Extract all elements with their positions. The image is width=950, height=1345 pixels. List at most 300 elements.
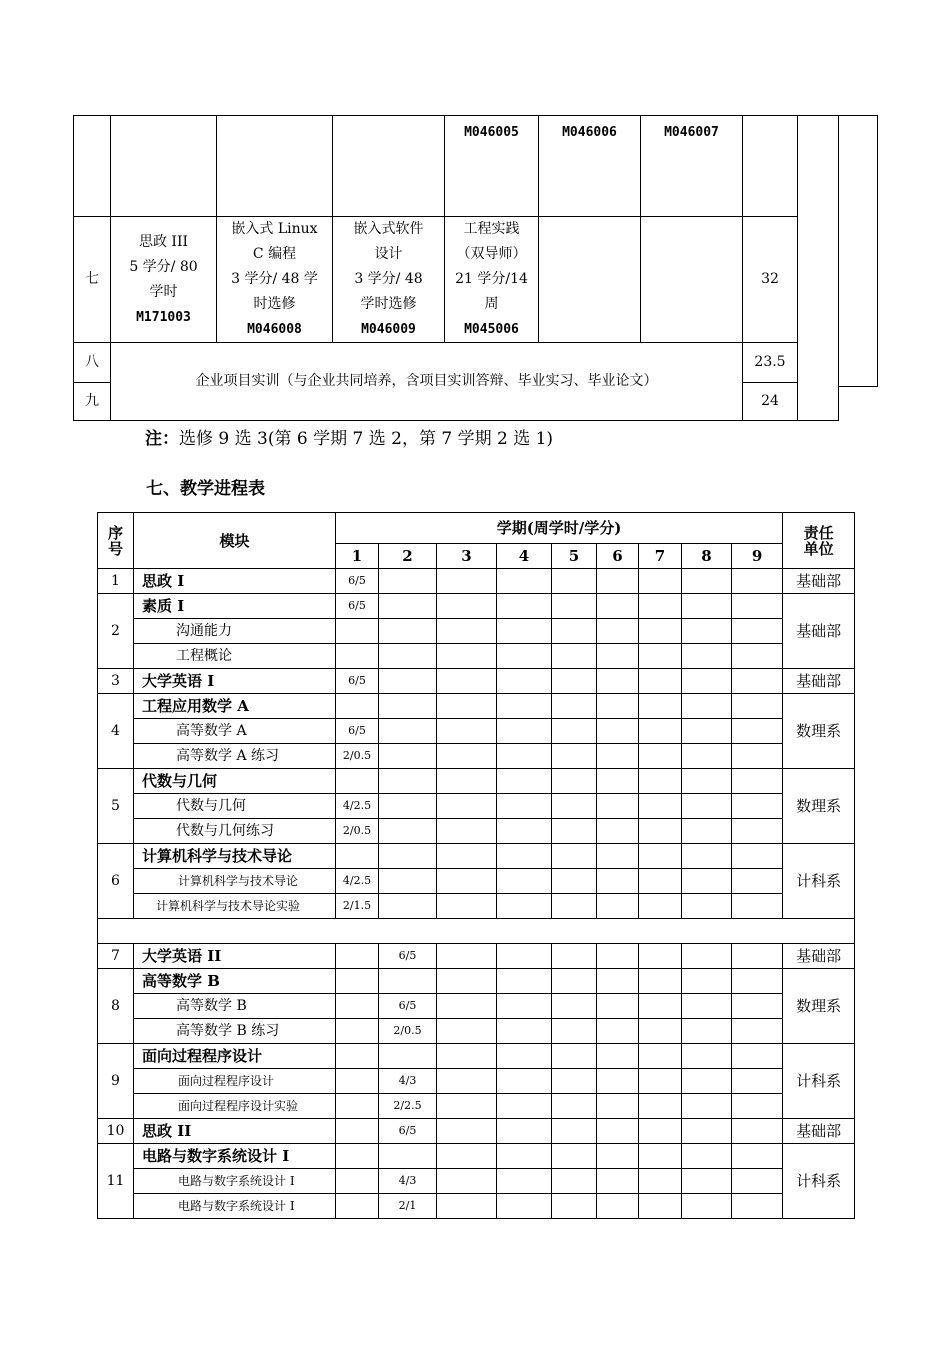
responsible-unit: 数理系 (783, 969, 855, 1044)
term-cell (682, 819, 732, 844)
note-text: 选修 9 选 3(第 6 学期 7 选 2，第 7 学期 2 选 1) (179, 429, 554, 449)
term-cell (552, 969, 597, 994)
term-cell (497, 669, 552, 694)
table-row (98, 1169, 855, 1194)
term-cell (597, 594, 639, 619)
term-cell (497, 694, 552, 719)
course-name: 高等数学 B 练习 (134, 1019, 336, 1044)
term-cell (437, 669, 497, 694)
term-cell: 2/0.5 (379, 1019, 437, 1044)
table-row (98, 1019, 855, 1044)
table-row (98, 819, 855, 844)
term-cell (682, 769, 732, 794)
note-label: 注： (145, 429, 179, 449)
table-row (98, 694, 855, 719)
term-cell (379, 644, 437, 669)
term-cell (379, 819, 437, 844)
elective-note (145, 424, 553, 449)
term-cell (597, 869, 639, 894)
codes-row (74, 116, 839, 217)
module-name: 大学英语 II (134, 944, 336, 969)
term-cell (336, 619, 379, 644)
term-cell (682, 1019, 732, 1044)
term-cell (437, 569, 497, 594)
term-cell (552, 1019, 597, 1044)
term-cell (639, 594, 682, 619)
term-cell: 4/2.5 (336, 869, 379, 894)
table-row (98, 644, 855, 669)
term-number: 6 (597, 544, 639, 569)
term-cell (732, 869, 783, 894)
term-cell (682, 1044, 732, 1069)
term-cell (732, 1069, 783, 1094)
course-name: 面向过程程序设计 (134, 1069, 336, 1094)
term-cell (497, 819, 552, 844)
course-cell: 工程实践 （双导师） 21 学分/14 周 M045006 (445, 217, 539, 343)
table-row (98, 1094, 855, 1119)
term-cell (336, 1169, 379, 1194)
term-cell (552, 669, 597, 694)
table-row (98, 1044, 855, 1069)
term-cell (336, 1144, 379, 1169)
term-cell (497, 794, 552, 819)
term-cell (732, 1019, 783, 1044)
table-row (98, 1144, 855, 1169)
term-cell (682, 994, 732, 1019)
module-header: 模块 (134, 513, 336, 569)
course-name: 代数与几何练习 (134, 819, 336, 844)
term-cell (682, 1169, 732, 1194)
term-cell (379, 1044, 437, 1069)
term-cell (682, 644, 732, 669)
term-cell (437, 744, 497, 769)
row-seq: 9 (98, 1044, 134, 1119)
responsible-unit: 计科系 (783, 844, 855, 919)
term-cell (682, 1119, 732, 1144)
term-cell (379, 569, 437, 594)
term-cell: 4/2.5 (336, 794, 379, 819)
course-name: 高等数学 A 练习 (134, 744, 336, 769)
responsible-unit: 基础部 (783, 669, 855, 694)
responsible-unit: 基础部 (783, 569, 855, 594)
term-cell (732, 769, 783, 794)
course-cell: 嵌入式 Linux C 编程 3 学分/ 48 学 时选修 M046008 (217, 217, 333, 343)
term-cell (497, 644, 552, 669)
term-cell (682, 1094, 732, 1119)
term-cell (639, 1044, 682, 1069)
term-cell (639, 619, 682, 644)
term-cell (437, 969, 497, 994)
course-code: M046007 (641, 116, 743, 217)
term-cell (437, 1119, 497, 1144)
term-cell: 6/5 (336, 669, 379, 694)
table-row (98, 1069, 855, 1094)
term-cell (732, 994, 783, 1019)
term-cell (437, 1019, 497, 1044)
term-cell (682, 719, 732, 744)
term-cell (379, 594, 437, 619)
row-seq: 5 (98, 769, 134, 844)
term-cell (639, 994, 682, 1019)
term-cell (437, 594, 497, 619)
term-cell (597, 744, 639, 769)
term-cell (552, 869, 597, 894)
term-cell (497, 1194, 552, 1219)
term-cell (597, 1144, 639, 1169)
table-row (98, 719, 855, 744)
term-cell (597, 1094, 639, 1119)
term-cell (379, 1144, 437, 1169)
module-name: 代数与几何 (134, 769, 336, 794)
term-cell: 2/1 (379, 1194, 437, 1219)
term-cell (552, 1094, 597, 1119)
term-cell (639, 1069, 682, 1094)
table-row (98, 619, 855, 644)
term-cell (437, 894, 497, 919)
term-cell (437, 719, 497, 744)
term-cell (597, 844, 639, 869)
term-cell (497, 844, 552, 869)
term-cell (552, 644, 597, 669)
blank-separator-row (98, 919, 855, 944)
course-code: M046009 (361, 322, 416, 337)
semester-seq: 八 (74, 343, 111, 383)
term-cell (732, 569, 783, 594)
term-cell (682, 1069, 732, 1094)
module-name: 计算机科学与技术导论 (134, 844, 336, 869)
term-number: 8 (682, 544, 732, 569)
term-cell (682, 944, 732, 969)
term-cell (336, 1019, 379, 1044)
term-cell (336, 1194, 379, 1219)
term-cell (552, 594, 597, 619)
term-cell (597, 1119, 639, 1144)
term-cell (597, 569, 639, 594)
term-cell (639, 719, 682, 744)
row-seq: 4 (98, 694, 134, 769)
term-cell (437, 844, 497, 869)
term-cell (379, 969, 437, 994)
seq-header: 序 号 (98, 513, 134, 569)
term-cell (552, 844, 597, 869)
module-name: 电路与数字系统设计 I (134, 1144, 336, 1169)
term-cell (379, 794, 437, 819)
term-cell (379, 619, 437, 644)
term-cell (682, 594, 732, 619)
term-cell (497, 1119, 552, 1144)
term-cell (336, 769, 379, 794)
module-name: 思政 I (134, 569, 336, 594)
term-cell: 6/5 (379, 944, 437, 969)
responsible-unit: 计科系 (783, 1044, 855, 1119)
enterprise-training-cell: 企业项目实训（与企业共同培养，含项目实训答辩、毕业实习、毕业论文） (111, 343, 743, 421)
term-cell (552, 619, 597, 644)
course-name: 计算机科学与技术导论 (134, 869, 336, 894)
term-cell: 6/5 (336, 719, 379, 744)
term-cell (597, 619, 639, 644)
responsible-unit: 基础部 (783, 594, 855, 669)
term-cell (552, 819, 597, 844)
term-cell (552, 719, 597, 744)
term-cell (732, 794, 783, 819)
course-name: 电路与数字系统设计 I (134, 1194, 336, 1219)
term-cell (639, 944, 682, 969)
term-cell (639, 1169, 682, 1194)
term-cell (552, 1119, 597, 1144)
term-cell (379, 894, 437, 919)
course-code: M045006 (464, 322, 519, 337)
term-cell (552, 694, 597, 719)
term-cell (497, 994, 552, 1019)
term-cell (682, 844, 732, 869)
table-row (98, 944, 855, 969)
row-seq: 11 (98, 1144, 134, 1219)
term-cell (437, 1094, 497, 1119)
term-cell (597, 969, 639, 994)
term-cell (639, 1094, 682, 1119)
table-row (98, 994, 855, 1019)
table-row (98, 744, 855, 769)
table-row (98, 569, 855, 594)
term-cell (497, 1094, 552, 1119)
term-cell: 6/5 (379, 1119, 437, 1144)
term-cell (379, 694, 437, 719)
table-row (98, 794, 855, 819)
term-cell (497, 1019, 552, 1044)
term-cell (682, 744, 732, 769)
term-cell (437, 794, 497, 819)
term-cell (732, 944, 783, 969)
row-seq: 3 (98, 669, 134, 694)
term-cell (639, 969, 682, 994)
term-cell (437, 944, 497, 969)
course-cell: 思政 III 5 学分/ 80 学时 M171003 (111, 217, 217, 343)
term-cell (497, 1169, 552, 1194)
module-name: 工程应用数学 A (134, 694, 336, 719)
term-cell (732, 744, 783, 769)
term-cell (597, 1069, 639, 1094)
term-cell (336, 1044, 379, 1069)
table-row (98, 594, 855, 619)
term-cell (732, 594, 783, 619)
term-cell (732, 969, 783, 994)
term-cell: 2/0.5 (336, 819, 379, 844)
unit-header: 责任 单位 (783, 513, 855, 569)
term-cell (497, 744, 552, 769)
term-cell (682, 869, 732, 894)
term-cell (552, 794, 597, 819)
term-cell (732, 819, 783, 844)
term-cell (732, 1119, 783, 1144)
term-cell (379, 744, 437, 769)
term-cell (682, 894, 732, 919)
term-cell (597, 669, 639, 694)
course-name: 面向过程程序设计实验 (134, 1094, 336, 1119)
term-cell: 2/2.5 (379, 1094, 437, 1119)
term-number: 5 (552, 544, 597, 569)
term-cell (437, 619, 497, 644)
term-cell (497, 944, 552, 969)
term-cell (682, 794, 732, 819)
term-cell (497, 1044, 552, 1069)
term-cell (639, 694, 682, 719)
term-cell (682, 694, 732, 719)
semester-credits: 24 (743, 383, 798, 421)
term-cell (497, 1069, 552, 1094)
term-cell (597, 1044, 639, 1069)
term-cell (597, 694, 639, 719)
table-row (98, 1194, 855, 1219)
term-cell (639, 1194, 682, 1219)
term-cell (639, 744, 682, 769)
table-row (98, 1119, 855, 1144)
term-cell (597, 894, 639, 919)
term-cell (336, 1119, 379, 1144)
section-title: 七、教学进程表 (146, 479, 265, 499)
term-cell: 6/5 (336, 569, 379, 594)
table-row (98, 844, 855, 869)
term-number: 2 (379, 544, 437, 569)
term-cell: 6/5 (379, 994, 437, 1019)
term-cell (682, 1194, 732, 1219)
schedule-header-row (98, 513, 855, 544)
term-cell (336, 1094, 379, 1119)
term-cell (497, 869, 552, 894)
term-cell (379, 769, 437, 794)
term-cell (597, 819, 639, 844)
course-code: M046008 (247, 322, 302, 337)
term-cell (597, 994, 639, 1019)
term-cell (732, 1044, 783, 1069)
responsible-unit: 数理系 (783, 694, 855, 769)
term-cell (639, 669, 682, 694)
term-cell (336, 1069, 379, 1094)
semester-seq: 七 (74, 217, 111, 343)
term-cell (732, 844, 783, 869)
term-cell (497, 769, 552, 794)
row-seq: 2 (98, 594, 134, 669)
course-code: M046005 (445, 116, 539, 217)
term-cell (552, 994, 597, 1019)
term-cell (437, 1194, 497, 1219)
term-cell (379, 869, 437, 894)
course-name: 计算机科学与技术导论实验 (134, 894, 336, 919)
term-cell (336, 644, 379, 669)
term-cell (639, 769, 682, 794)
course-cell: 嵌入式软件 设计 3 学分/ 48 学时选修 M046009 (333, 217, 445, 343)
semester-7-row (74, 217, 839, 343)
term-cell (437, 1044, 497, 1069)
term-cell (336, 994, 379, 1019)
semester-credits: 23.5 (743, 343, 798, 383)
term-cell (639, 844, 682, 869)
table-row (98, 969, 855, 994)
module-name: 大学英语 I (134, 669, 336, 694)
row-seq: 1 (98, 569, 134, 594)
term-cell (437, 819, 497, 844)
term-cell (732, 1144, 783, 1169)
term-cell (437, 769, 497, 794)
term-cell (497, 594, 552, 619)
responsible-unit: 基础部 (783, 944, 855, 969)
term-cell (597, 1194, 639, 1219)
course-name: 电路与数字系统设计 I (134, 1169, 336, 1194)
term-cell: 2/1.5 (336, 894, 379, 919)
term-cell (437, 644, 497, 669)
semester-credits: 32 (743, 217, 798, 343)
term-cell (552, 1069, 597, 1094)
term-cell (732, 719, 783, 744)
term-cell (639, 644, 682, 669)
term-cell: 6/5 (336, 594, 379, 619)
term-number: 7 (639, 544, 682, 569)
module-name: 素质 I (134, 594, 336, 619)
term-cell (732, 619, 783, 644)
term-cell (552, 1194, 597, 1219)
term-number: 1 (336, 544, 379, 569)
term-cell (552, 1044, 597, 1069)
curriculum-table (73, 115, 839, 421)
term-cell (497, 894, 552, 919)
term-cell (732, 1094, 783, 1119)
term-cell (552, 944, 597, 969)
term-cell (682, 569, 732, 594)
term-cell (497, 719, 552, 744)
term-cell (379, 669, 437, 694)
term-number: 4 (497, 544, 552, 569)
term-cell (437, 869, 497, 894)
module-name: 高等数学 B (134, 969, 336, 994)
course-name: 沟通能力 (134, 619, 336, 644)
course-name: 代数与几何 (134, 794, 336, 819)
responsible-unit: 计科系 (783, 1144, 855, 1219)
module-name: 思政 II (134, 1119, 336, 1144)
term-cell (597, 769, 639, 794)
term-cell (732, 694, 783, 719)
term-cell (639, 894, 682, 919)
term-cell (336, 844, 379, 869)
term-cell (336, 944, 379, 969)
term-cell: 4/3 (379, 1069, 437, 1094)
term-cell (552, 1144, 597, 1169)
term-cell (552, 569, 597, 594)
term-cell (597, 1019, 639, 1044)
term-cell (552, 744, 597, 769)
table-row (98, 869, 855, 894)
term-cell (732, 1194, 783, 1219)
term-cell (336, 694, 379, 719)
course-code: M046006 (539, 116, 641, 217)
term-number: 9 (732, 544, 783, 569)
course-name: 高等数学 A (134, 719, 336, 744)
table-row (98, 669, 855, 694)
term-cell (639, 794, 682, 819)
term-number: 3 (437, 544, 497, 569)
term-cell (682, 1144, 732, 1169)
row-seq: 7 (98, 944, 134, 969)
term-cell: 2/0.5 (336, 744, 379, 769)
term-cell (552, 1169, 597, 1194)
term-cell (639, 1119, 682, 1144)
term-cell (597, 644, 639, 669)
term-cell (639, 1144, 682, 1169)
term-cell (682, 619, 732, 644)
course-code: M171003 (136, 309, 191, 325)
table-row (98, 894, 855, 919)
row-seq: 8 (98, 969, 134, 1044)
term-cell (639, 1019, 682, 1044)
module-name: 面向过程程序设计 (134, 1044, 336, 1069)
